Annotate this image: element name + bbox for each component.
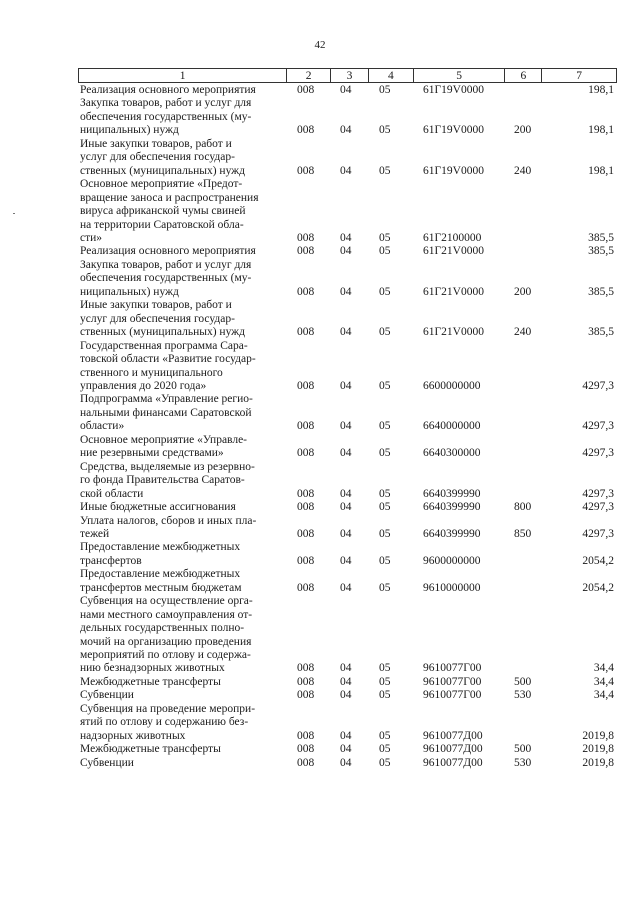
ministry-code: 008 — [297, 84, 315, 96]
expense-type-code: 240 — [514, 164, 532, 177]
amount-value: 4297,3 — [582, 420, 614, 433]
ministry-code: 008 — [297, 447, 315, 460]
column-header-6: 6 — [505, 69, 542, 82]
target-article-code: 6640399990 — [423, 487, 481, 500]
section-code: 04 — [340, 420, 352, 433]
amount-value: 4297,3 — [582, 501, 614, 514]
section-code: 04 — [340, 245, 352, 258]
row-description — [80, 676, 289, 689]
ministry-code: 008 — [297, 527, 315, 540]
amount-value: 4297,3 — [582, 487, 614, 500]
expense-type-code: 850 — [514, 527, 532, 540]
amount-value: 385,5 — [588, 245, 614, 258]
ministry-code: 008 — [297, 675, 315, 688]
amount-value: 2019,8 — [582, 756, 614, 769]
description-line: услуг для обеспечения государ- — [80, 151, 235, 164]
description-line: вируса африканской чумы свиней — [80, 205, 246, 218]
row-description — [80, 178, 289, 245]
expense-type-code: 500 — [514, 743, 532, 756]
description-line: го фонда Правительства Саратов- — [80, 474, 245, 487]
target-article-code: 6640399990 — [423, 501, 481, 514]
section-code: 04 — [340, 447, 352, 460]
ministry-code: 008 — [297, 164, 315, 177]
description-line: Закупка товаров, работ и услуг для — [80, 258, 252, 271]
description-line: мероприятий по отлову и содержа- — [80, 649, 251, 662]
target-article-code: 9610077Г00 — [423, 662, 482, 675]
ministry-code: 008 — [297, 689, 315, 702]
row-description — [80, 501, 289, 514]
description-line: Предоставление межбюджетных — [80, 541, 241, 554]
amount-value: 4297,3 — [582, 379, 614, 392]
description-line: Иные закупки товаров, работ и — [80, 137, 232, 150]
subsection-code: 05 — [379, 84, 391, 96]
section-code: 04 — [340, 231, 352, 244]
description-line: сти» — [80, 231, 103, 244]
table-row — [80, 245, 620, 258]
amount-value: 4297,3 — [582, 527, 614, 540]
subsection-code: 05 — [379, 501, 391, 514]
column-header-4: 4 — [369, 69, 414, 82]
subsection-code: 05 — [379, 527, 391, 540]
ministry-code: 008 — [297, 124, 315, 137]
description-line: нию безнадзорных животных — [80, 662, 225, 675]
column-header-5: 5 — [414, 69, 506, 82]
row-description — [80, 743, 289, 756]
section-code: 04 — [340, 164, 352, 177]
ministry-code: 008 — [297, 662, 315, 675]
target-article-code: 6640399990 — [423, 527, 481, 540]
subsection-code: 05 — [379, 326, 391, 339]
amount-value: 198,1 — [588, 164, 614, 177]
section-code: 04 — [340, 379, 352, 392]
section-code: 04 — [340, 527, 352, 540]
table-row — [80, 434, 620, 461]
description-line: ственных (муниципальных) нужд — [80, 164, 245, 177]
row-description — [80, 434, 289, 461]
scan-speck — [13, 213, 15, 214]
column-header-2: 2 — [287, 69, 331, 82]
subsection-code: 05 — [379, 581, 391, 594]
table-row — [80, 84, 620, 97]
description-line: Основное мероприятие «Управле- — [80, 433, 247, 446]
target-article-code: 6640300000 — [423, 447, 481, 460]
amount-value: 2054,2 — [582, 554, 614, 567]
ministry-code: 008 — [297, 501, 315, 514]
subsection-code: 05 — [379, 447, 391, 460]
target-article-code: 61Г21V0000 — [423, 245, 484, 258]
ministry-code: 008 — [297, 231, 315, 244]
description-line: ние резервными средствами» — [80, 447, 224, 460]
ministry-code: 008 — [297, 729, 315, 742]
subsection-code: 05 — [379, 487, 391, 500]
table-row — [80, 97, 620, 137]
description-line: Субвенции — [80, 756, 134, 769]
description-line: Предоставление межбюджетных — [80, 568, 241, 581]
description-line: Закупка товаров, работ и услуг для — [80, 97, 252, 110]
target-article-code: 61Г2100000 — [423, 231, 482, 244]
description-line: дельных государственных полно- — [80, 622, 245, 635]
ministry-code: 008 — [297, 487, 315, 500]
row-description — [80, 299, 289, 339]
section-code: 04 — [340, 326, 352, 339]
subsection-code: 05 — [379, 729, 391, 742]
row-description — [80, 97, 289, 137]
table-row — [80, 461, 620, 501]
description-line: ятий по отлову и содержанию без- — [80, 716, 249, 729]
amount-value: 34,4 — [593, 675, 614, 688]
description-line: Реализация основного мероприятия — [80, 84, 256, 96]
section-code: 04 — [340, 729, 352, 742]
row-description — [80, 245, 289, 258]
column-header-3: 3 — [331, 69, 369, 82]
description-line: обеспечения государственных (му- — [80, 272, 252, 285]
table-row — [80, 757, 620, 770]
description-line: Субвенция на проведение меропри- — [80, 702, 256, 715]
target-article-code: 61Г19V0000 — [423, 84, 484, 96]
target-article-code: 9610077Д00 — [423, 729, 483, 742]
section-code: 04 — [340, 501, 352, 514]
table-header-row — [78, 68, 617, 83]
amount-value: 2019,8 — [582, 743, 614, 756]
amount-value: 2054,2 — [582, 581, 614, 594]
ministry-code: 008 — [297, 554, 315, 567]
table-row — [80, 689, 620, 702]
description-line: Субвенция на осуществление орга- — [80, 595, 253, 608]
expense-type-code: 240 — [514, 326, 532, 339]
section-code: 04 — [340, 285, 352, 298]
amount-value: 198,1 — [588, 84, 614, 96]
row-description — [80, 461, 289, 501]
amount-value: 2019,8 — [582, 729, 614, 742]
description-line: Межбюджетные трансферты — [80, 743, 221, 756]
ministry-code: 008 — [297, 756, 315, 769]
row-description — [80, 515, 289, 542]
section-code: 04 — [340, 487, 352, 500]
column-header-7: 7 — [576, 70, 582, 82]
description-line: Средства, выделяемые из резервно- — [80, 460, 255, 473]
subsection-code: 05 — [379, 420, 391, 433]
row-description — [80, 568, 289, 595]
target-article-code: 6600000000 — [423, 379, 481, 392]
target-article-code: 6640000000 — [423, 420, 481, 433]
description-line: ской области — [80, 487, 144, 500]
row-description — [80, 703, 289, 743]
row-description — [80, 541, 289, 568]
amount-value: 385,5 — [588, 285, 614, 298]
row-description — [80, 595, 289, 676]
subsection-code: 05 — [379, 285, 391, 298]
row-description — [80, 259, 289, 299]
table-row — [80, 393, 620, 433]
target-article-code: 61Г19V0000 — [423, 124, 484, 137]
expense-type-code: 530 — [514, 756, 532, 769]
expense-type-code: 200 — [514, 124, 532, 137]
row-description — [80, 138, 289, 178]
description-line: трансфертов местным бюджетам — [80, 581, 242, 594]
table-row — [80, 743, 620, 756]
table-row — [80, 703, 620, 743]
description-line: нальными финансами Саратовской — [80, 406, 252, 419]
table-row — [80, 259, 620, 299]
table-body — [80, 84, 620, 770]
column-header-1: 1 — [79, 69, 287, 82]
amount-value: 34,4 — [593, 662, 614, 675]
target-article-code: 9610000000 — [423, 581, 481, 594]
amount-value: 34,4 — [593, 689, 614, 702]
description-line: услуг для обеспечения государ- — [80, 312, 235, 325]
subsection-code: 05 — [379, 689, 391, 702]
amount-value: 385,5 — [588, 231, 614, 244]
page-number: 42 — [314, 39, 326, 51]
subsection-code: 05 — [379, 662, 391, 675]
ministry-code: 008 — [297, 743, 315, 756]
description-line: Субвенции — [80, 689, 134, 702]
section-code: 04 — [340, 554, 352, 567]
table-row — [80, 501, 620, 514]
target-article-code: 9610077Д00 — [423, 743, 483, 756]
section-code: 04 — [340, 743, 352, 756]
description-line: мочий на организацию проведения — [80, 635, 252, 648]
target-article-code: 9610077Г00 — [423, 675, 482, 688]
expense-type-code: 200 — [514, 285, 532, 298]
description-line: трансфертов — [80, 554, 142, 567]
table-row — [80, 178, 620, 245]
description-line: нами местного самоуправления от- — [80, 608, 253, 621]
description-line: ственных (муниципальных) нужд — [80, 326, 245, 339]
amount-value: 198,1 — [588, 124, 614, 137]
amount-value: 4297,3 — [582, 447, 614, 460]
description-line: ственного и муниципального — [80, 366, 223, 379]
target-article-code: 61Г19V0000 — [423, 164, 484, 177]
target-article-code: 9610077Г00 — [423, 689, 482, 702]
section-code: 04 — [340, 84, 352, 96]
subsection-code: 05 — [379, 164, 391, 177]
ministry-code: 008 — [297, 245, 315, 258]
target-article-code: 61Г21V0000 — [423, 326, 484, 339]
description-line: обеспечения государственных (му- — [80, 110, 252, 123]
ministry-code: 008 — [297, 326, 315, 339]
description-line: управления до 2020 года» — [80, 379, 207, 392]
subsection-code: 05 — [379, 124, 391, 137]
amount-value: 385,5 — [588, 326, 614, 339]
description-line: товской области «Развитие государ- — [80, 353, 256, 366]
table-row — [80, 595, 620, 676]
ministry-code: 008 — [297, 581, 315, 594]
expense-type-code: 800 — [514, 501, 532, 514]
subsection-code: 05 — [379, 379, 391, 392]
row-description — [80, 393, 289, 433]
section-code: 04 — [340, 124, 352, 137]
table-row — [80, 676, 620, 689]
row-description — [80, 757, 289, 770]
expense-type-code: 530 — [514, 689, 532, 702]
row-description — [80, 84, 289, 97]
section-code: 04 — [340, 756, 352, 769]
subsection-code: 05 — [379, 675, 391, 688]
ministry-code: 008 — [297, 285, 315, 298]
description-line: Межбюджетные трансферты — [80, 675, 221, 688]
description-line: Подпрограмма «Управление регио- — [80, 393, 253, 406]
table-row — [80, 515, 620, 542]
description-line: Государственная программа Сара- — [80, 339, 248, 352]
section-code: 04 — [340, 662, 352, 675]
subsection-code: 05 — [379, 245, 391, 258]
section-code: 04 — [340, 689, 352, 702]
target-article-code: 9610077Д00 — [423, 756, 483, 769]
description-line: вращение заноса и распространения — [80, 191, 259, 204]
target-article-code: 9600000000 — [423, 554, 481, 567]
description-line: Уплата налогов, сборов и иных пла- — [80, 514, 257, 527]
description-line: Основное мероприятие «Предот- — [80, 178, 243, 191]
subsection-code: 05 — [379, 554, 391, 567]
target-article-code: 61Г21V0000 — [423, 285, 484, 298]
subsection-code: 05 — [379, 756, 391, 769]
description-line: надзорных животных — [80, 729, 186, 742]
table-row — [80, 340, 620, 394]
ministry-code: 008 — [297, 420, 315, 433]
row-description — [80, 340, 289, 394]
section-code: 04 — [340, 675, 352, 688]
description-line: Иные закупки товаров, работ и — [80, 299, 232, 312]
table-row — [80, 138, 620, 178]
description-line: ниципальных) нужд — [80, 124, 179, 137]
description-line: Иные бюджетные ассигнования — [80, 501, 236, 514]
ministry-code: 008 — [297, 379, 315, 392]
table-row — [80, 541, 620, 568]
description-line: Реализация основного мероприятия — [80, 245, 256, 258]
description-line: области» — [80, 420, 125, 433]
table-row — [80, 299, 620, 339]
subsection-code: 05 — [379, 743, 391, 756]
section-code: 04 — [340, 581, 352, 594]
expense-type-code: 500 — [514, 675, 532, 688]
description-line: на территории Саратовской обла- — [80, 218, 244, 231]
description-line: ниципальных) нужд — [80, 285, 179, 298]
subsection-code: 05 — [379, 231, 391, 244]
table-row — [80, 568, 620, 595]
description-line: тежей — [80, 527, 110, 540]
row-description — [80, 689, 289, 702]
